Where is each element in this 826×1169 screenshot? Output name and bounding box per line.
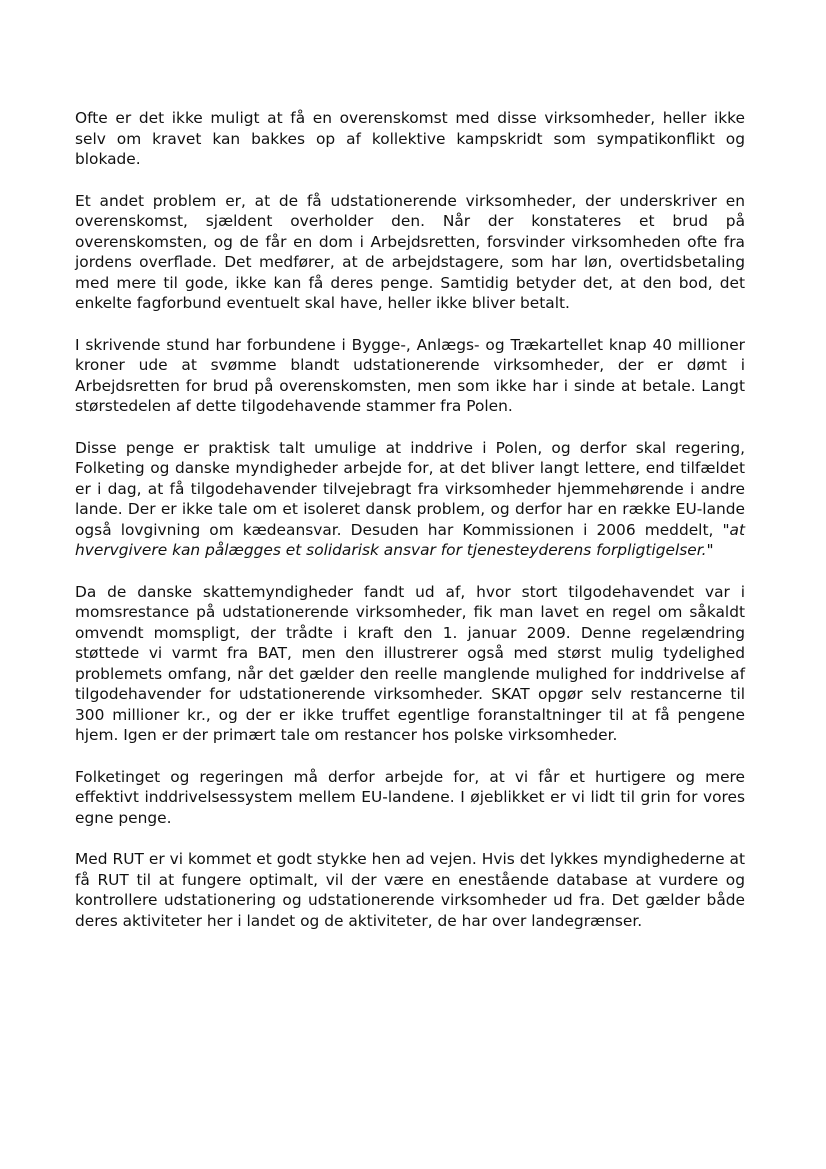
- document-body: [75, 108, 745, 952]
- paragraph-2: [75, 191, 745, 314]
- paragraph-2-text: Et andet problem er, at de få udstationerende virksomheder, der underskriver en overenskomst, sjældent overholder den. Når der konstateres et brud på overenskomsten, og de får en dom i Arbejdsretten, forsvinder virksomheden ofte fra jordens overflade. Det medfører, at de arbejdstagere, som har løn, overtidsbetaling med mere til gode, ikke kan få deres penge. Samtidig betyder det, at den bod, det enkelte fagforbund eventuelt skal have, heller ikke bliver betalt.: [75, 191, 745, 312]
- paragraph-3: [75, 335, 745, 417]
- paragraph-7: [75, 849, 745, 931]
- paragraph-3-text: I skrivende stund har forbundene i Bygge-, Anlægs- og Trækartellet knap 40 millioner kroner ude at svømme blandt udstationerende virksomheder, der er dømt i Arbejdsretten for brud på overenskomsten, men som ikke har i sinde at betale. Langt størstedelen af dette tilgodehavende stammer fra Polen.: [75, 335, 745, 415]
- paragraph-6-text: Folketinget og regeringen må derfor arbejde for, at vi får et hurtigere og mere effektivt inddrivelsessystem mellem EU-landene. I øjeblikket er vi lidt til grin for vores egne penge.: [75, 767, 745, 827]
- paragraph-7-text: Med RUT er vi kommet et godt stykke hen ad vejen. Hvis det lykkes myndighederne at få RUT til at fungere optimalt, vil der være en enestående database at vurdere og kontrollere udstationering og udstationerende virksomheder ud fra. Det gælder både deres aktiviteter her i landet og de aktiviteter, de har over landegrænser.: [75, 850, 745, 930]
- paragraph-1: [75, 108, 745, 170]
- paragraph-4-text: Disse penge er praktisk talt umulige at inddrive i Polen, og derfor skal regering, Folketing og danske myndigheder arbejde for, at det bliver langt lettere, end tilfældet er i dag, at få tilgodehavender tilvejebragt fra virksomheder hjemmehørende i andre lande. Der er ikke tale om et isoleret dansk problem, og derfor har en række EU-lande også lovgivning om kædeansvar. Desuden har Kommissionen i 2006 meddelt,: [75, 438, 745, 539]
- paragraph-5: [75, 582, 745, 746]
- paragraph-6: [75, 767, 745, 829]
- paragraph-5-text: Da de danske skattemyndigheder fandt ud af, hvor stort tilgodehavendet var i momsrestance på udstationerende virksomheder, fik man lavet en regel om såkaldt omvendt momspligt, der trådte i kraft den 1. januar 2009. Denne regelændring støttede vi varmt fra BAT, men den illustrerer også med størst mulig tydelighed problemets omfang, når det gælder den reelle manglende mulighed for inddrivelse af tilgodehavender for udstationerende virksomheder. SKAT opgør selv restancerne til 300 millioner kr., og der er ikke truffet egentlige foranstaltninger til at få pengene hjem. Igen er der primært tale om restancer hos polske virksomheder.: [75, 582, 745, 744]
- paragraph-4: [75, 438, 745, 561]
- paragraph-4-quote: "at hvervgivere kan pålægges et solidarisk ansvar for tjenesteyderens forpligtigelser.": [75, 520, 745, 559]
- paragraph-1-text: Ofte er det ikke muligt at få en overenskomst med disse virksomheder, heller ikke selv om kravet kan bakkes op af kollektive kampskridt som sympatikonflikt og blokade.: [75, 109, 745, 168]
